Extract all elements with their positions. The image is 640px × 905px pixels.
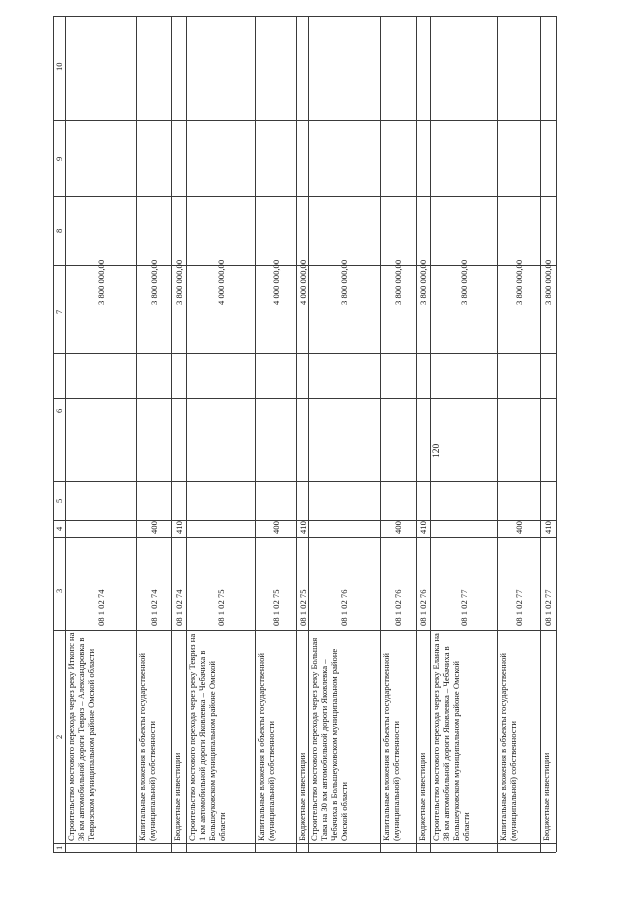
row-name: Капитальные вложения в объекты государственной (муниципальной) собственности bbox=[256, 653, 277, 841]
table-rule bbox=[53, 537, 556, 538]
row-type: 400 bbox=[393, 521, 403, 534]
row-amount: 3 800 000,00 bbox=[458, 259, 469, 305]
row-name: Строительство мостового перехода через реку Иткопс на 36 км автомобильной дороги Тевриз – Александровка в Тевризском муниципальном районе Омской области bbox=[66, 632, 97, 841]
row-amount: 4 000 000,00 bbox=[298, 259, 308, 305]
row-amount: 3 800 000,00 bbox=[418, 259, 428, 305]
header-col-8: 8 bbox=[54, 228, 64, 233]
row-type: 410 bbox=[173, 521, 184, 534]
row-name: Капитальные вложения в объекты государственной (муниципальной) собственности bbox=[381, 653, 402, 841]
table-rule bbox=[53, 481, 556, 482]
row-amount: 3 800 000,00 bbox=[513, 259, 524, 305]
table-rule bbox=[53, 16, 556, 17]
row-code: 08 1 02 76 bbox=[393, 589, 403, 626]
table-rule bbox=[53, 16, 54, 852]
row-amount: 4 000 000,00 bbox=[215, 259, 226, 305]
table-rule bbox=[53, 852, 556, 853]
table-rule bbox=[53, 398, 556, 399]
row-code: 08 1 02 74 bbox=[173, 589, 184, 626]
table-rule bbox=[53, 353, 556, 354]
row-type: 410 bbox=[418, 521, 428, 534]
row-amount: 3 800 000,00 bbox=[339, 259, 349, 305]
header-col-5: 5 bbox=[54, 498, 64, 503]
row-code: 08 1 02 75 bbox=[298, 589, 308, 626]
header-col-9: 9 bbox=[54, 156, 64, 161]
row-name: Бюджетные инвестиции bbox=[541, 752, 551, 841]
row-amount: 3 800 000,00 bbox=[393, 259, 403, 305]
table-rule bbox=[53, 120, 556, 121]
table-rule bbox=[53, 196, 556, 197]
row-amount: 3 800 000,00 bbox=[95, 259, 106, 305]
row-name: Строительство мостового перехода через реку Еланка на 38 км автомобильной дороги Яковлевка – Чебачиха в Большеуковском муниципальном районе Омской области bbox=[431, 633, 472, 841]
row-amount: 3 800 000,00 bbox=[148, 259, 159, 305]
row-type: 400 bbox=[513, 521, 524, 534]
row-code: 08 1 02 77 bbox=[513, 589, 524, 626]
row-code: 08 1 02 75 bbox=[270, 589, 281, 626]
header-col-2: 2 bbox=[54, 734, 64, 739]
header-col-6: 6 bbox=[54, 408, 64, 413]
page-number: 120 bbox=[432, 443, 442, 458]
row-code: 08 1 02 77 bbox=[543, 589, 553, 626]
row-amount: 3 800 000,00 bbox=[543, 259, 553, 305]
row-name: Бюджетные инвестиции bbox=[172, 752, 182, 841]
row-amount: 4 000 000,00 bbox=[270, 259, 281, 305]
row-name: Строительство мостового перехода через реку Большая Тава на 30 км автомобильной дороги Яковлевка – Чебачиха в Большеуковском муниципальном районе Омской области bbox=[309, 637, 350, 841]
row-code: 08 1 02 76 bbox=[418, 589, 428, 626]
header-col-7: 7 bbox=[54, 309, 64, 314]
row-name: Капитальные вложения в объекты государственной (муниципальной) собственности bbox=[498, 653, 519, 841]
header-col-4: 4 bbox=[54, 526, 64, 531]
header-col-1: 1 bbox=[54, 845, 64, 850]
row-name: Строительство мостового перехода через реку Тевриз на 1 км автомобильной дороги Яковлевка – Чебачиха в Большеуковском муниципальном районе Омской области bbox=[187, 633, 228, 841]
row-code: 08 1 02 76 bbox=[339, 589, 349, 626]
header-col-10: 10 bbox=[54, 62, 64, 71]
row-name: Бюджетные инвестиции bbox=[417, 752, 427, 841]
row-type: 410 bbox=[298, 521, 308, 534]
row-code: 08 1 02 74 bbox=[148, 589, 159, 626]
row-name: Бюджетные инвестиции bbox=[297, 752, 307, 841]
row-type: 400 bbox=[148, 521, 159, 534]
row-amount: 3 800 000,00 bbox=[173, 259, 184, 305]
table-rule bbox=[556, 16, 557, 852]
header-col-3: 3 bbox=[54, 588, 64, 593]
row-name: Капитальные вложения в объекты государственной (муниципальной) собственности bbox=[137, 653, 158, 841]
row-type: 410 bbox=[543, 521, 553, 534]
row-code: 08 1 02 77 bbox=[458, 589, 469, 626]
row-code: 08 1 02 74 bbox=[95, 589, 106, 626]
row-code: 08 1 02 75 bbox=[215, 589, 226, 626]
table-rule bbox=[53, 843, 556, 844]
row-type: 400 bbox=[270, 521, 281, 534]
